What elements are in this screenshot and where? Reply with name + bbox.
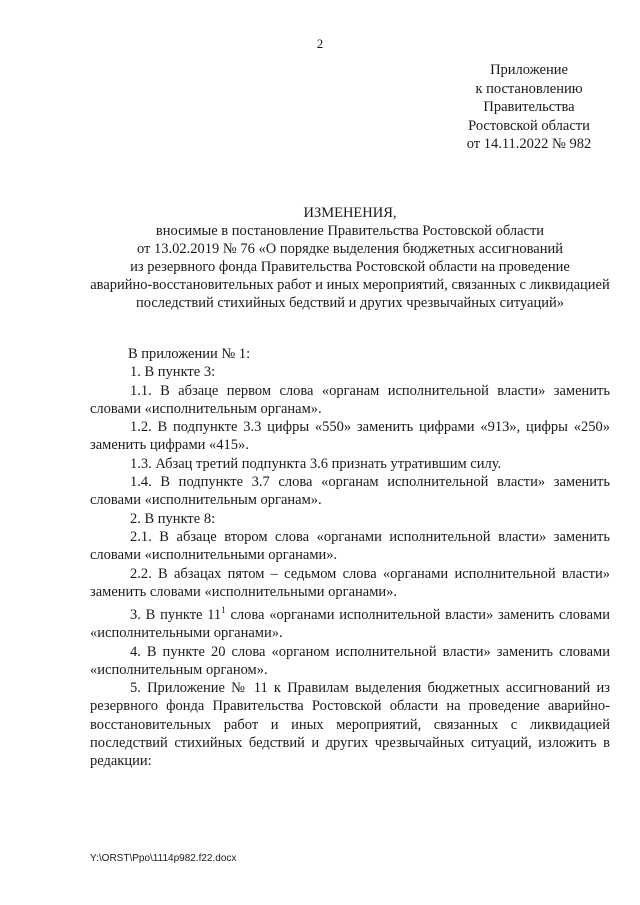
appendix-line: Правительства [483, 99, 575, 115]
title-line: из резервного фонда Правительства Ростовской области на проведение [130, 259, 570, 275]
paragraph-2: 2. В пункте 8: [130, 510, 216, 527]
title-line: последствий стихийных бедствий и других чрезвычайных ситуаций» [135, 295, 565, 311]
appendix-line: от 14.11.2022 № 982 [466, 136, 592, 152]
appendix-header [444, 61, 614, 154]
document-body [90, 345, 610, 771]
paragraph-3 [90, 601, 610, 642]
title-line: вносимые в постановление Правительства Ростовской области [155, 223, 545, 239]
paragraph-2-2: 2.2. В абзацах пятом – седьмом слова «органами исполнительной власти» заменить словами «исполнительными органами». [90, 565, 610, 600]
paragraph-1-4: 1.4. В подпункте 3.7 слова «органам исполнительной власти» заменить словами «исполнительным органам». [90, 474, 610, 509]
appendix-line: Приложение [490, 62, 568, 78]
document-title [60, 204, 640, 312]
paragraph-3-rest: слова «органами исполнительной власти» заменить словами «исполнительными органами». [90, 606, 610, 642]
paragraph-1-3: 1.3. Абзац третий подпункта 3.6 признать утратившим силу. [130, 455, 502, 472]
paragraph-1: 1. В пункте 3: [130, 364, 216, 381]
paragraph-5: 5. Приложение № 11 к Правилам выделения бюджетных ассигнований из резервного фонда Правительства Ростовской области на проведение аварийно-восстановительных работ и иных мероприятий, связанных с ликвидацией последствий стихийных бедствий и других чрезвычайных ситуаций, изложить в редакции: [90, 680, 610, 770]
paragraph-3-start: 3. В пункте 11 [130, 606, 222, 623]
appendix-line: к постановлению [475, 80, 583, 97]
title-line: от 13.02.2019 № 76 «О порядке выделения бюджетных ассигнований [137, 241, 563, 257]
paragraph-2-1: 2.1. В абзаце втором слова «органами исполнительной власти» заменить словами «исполнительными органами». [90, 528, 610, 564]
paragraph-1-1: 1.1. В абзаце первом слова «органам исполнительной власти» заменить словами «исполнительным органам». [90, 382, 610, 417]
title-line: аварийно-восстановительных работ и иных мероприятий, связанных с ликвидацией [90, 277, 610, 293]
page-number: 2 [316, 36, 324, 51]
paragraph-1-2: 1.2. В подпункте 3.3 цифры «550» заменить цифрами «913», цифры «250» заменить цифрами «415». [90, 419, 610, 454]
title-heading: ИЗМЕНЕНИЯ, [303, 205, 397, 221]
appendix-line: Ростовской области [468, 117, 590, 134]
superscript: 1 [221, 605, 226, 616]
file-path-footer: Y:\ORST\Ppo\1114p982.f22.docx [90, 853, 237, 864]
paragraph-intro: В приложении № 1: [128, 346, 251, 362]
paragraph-4: 4. В пункте 20 слова «органом исполнительной власти» заменить словами «исполнительным органом». [90, 643, 610, 678]
